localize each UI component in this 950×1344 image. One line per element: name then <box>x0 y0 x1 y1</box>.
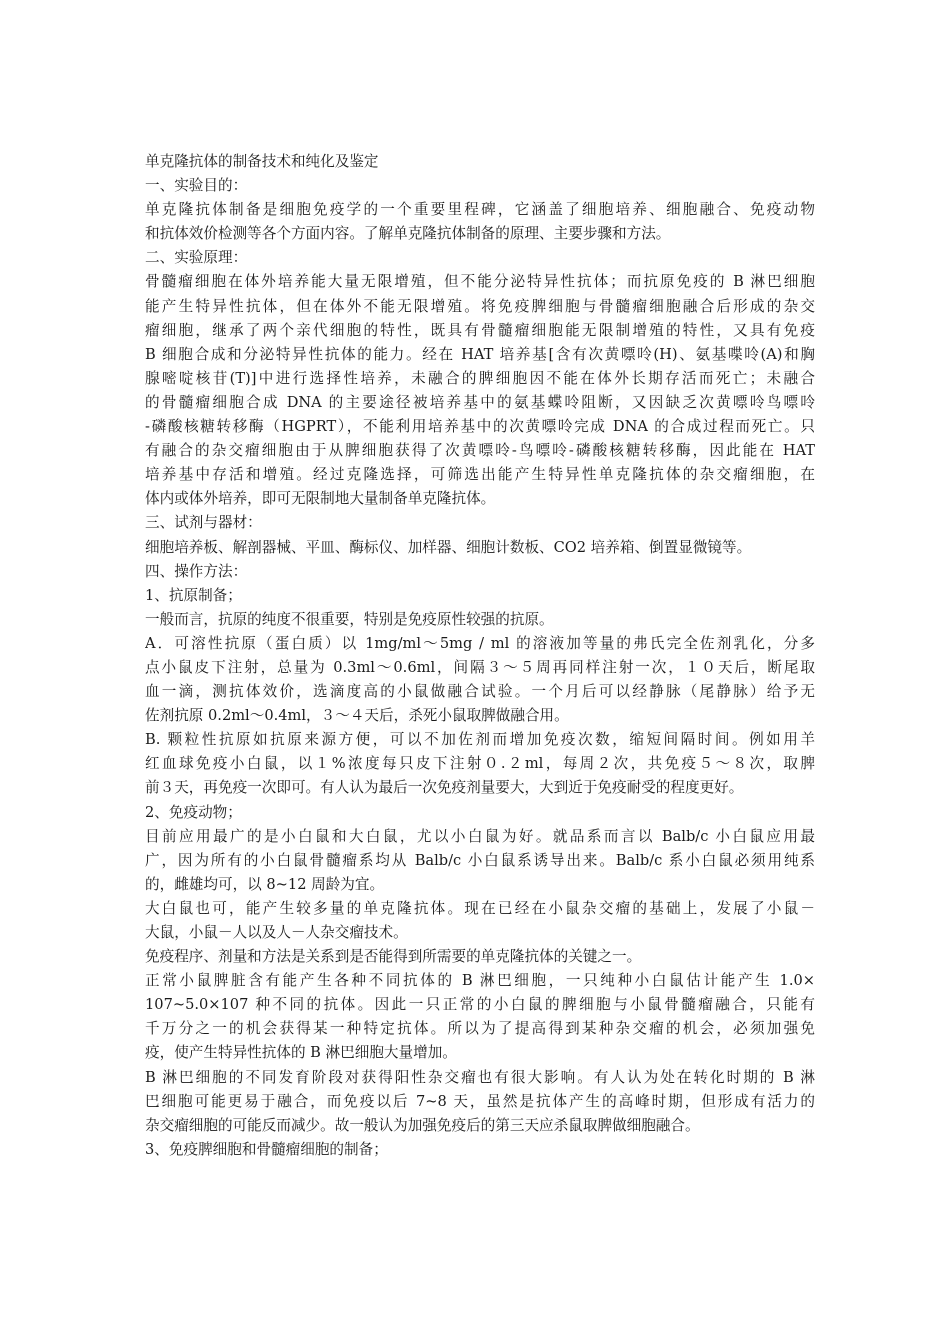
text-line: B. 颗粒性抗原如抗原来源方便，可以不加佐剂而增加免疫次数，缩短间隔时间。例如用羊 <box>145 731 815 749</box>
text-line: 前３天，再免疫一次即可。有人认为最后一次免疫剂量要大，大到近于免疫耐受的程度更好。 <box>145 779 744 797</box>
text-line: 骨髓瘤细胞在体外培养能大量无限增殖，但不能分泌特异性抗体；而抗原免疫的 B 淋巴细胞 <box>145 273 815 291</box>
text-line: B 细胞合成和分泌特异性抗体的能力。经在 HAT 培养基[含有次黄嘌呤(H)、氨基喋呤(A)和胸 <box>145 345 815 363</box>
text-line: 血一滴，测抗体效价，选滴度高的小鼠做融合试验。一个月后可以经静脉（尾静脉）给予无 <box>145 683 815 701</box>
text-line: 红血球免疫小白鼠，以１%浓度每只皮下注射０.２ml，每周２次，共免疫５～８次，取脾 <box>145 755 815 773</box>
text-line: 107~5.0×107 种不同的抗体。因此一只正常的小白鼠的脾细胞与小鼠骨髓瘤融合，只能有 <box>145 996 815 1014</box>
text-line: 1、抗原制备； <box>145 586 242 604</box>
text-line: 3、免疫脾细胞和骨髓瘤细胞的制备； <box>145 1140 388 1158</box>
text-line: 一、实验目的： <box>145 177 248 195</box>
text-line: 目前应用最广的是小白鼠和大白鼠，尤以小白鼠为好。就品系而言以 Balb/c 小白鼠应用最 <box>145 827 815 845</box>
text-line: 正常小鼠脾脏含有能产生各种不同抗体的 B 淋巴细胞，一只纯种小白鼠估计能产生 1.0× <box>145 972 815 990</box>
text-line: 能产生特异性抗体，但在体外不能无限增殖。将免疫脾细胞与骨髓瘤细胞融合后形成的杂交 <box>145 297 815 315</box>
text-line: B 淋巴细胞的不同发育阶段对获得阳性杂交瘤也有很大影响。有人认为处在转化时期的 B 淋 <box>145 1068 815 1086</box>
text-line: 四、操作方法： <box>145 562 248 580</box>
text-line: 千万分之一的机会获得某一种特定抗体。所以为了提高得到某种杂交瘤的机会，必须加强免 <box>145 1020 815 1038</box>
text-line: 的，雌雄均可，以 8~12 周龄为宜。 <box>145 875 385 893</box>
text-line: 培养基中存活和增殖。经过克隆选择，可筛选出能产生特异性单克隆抗体的杂交瘤细胞，在 <box>145 466 815 484</box>
text-line: 免疫程序、剂量和方法是关系到是否能得到所需要的单克隆抗体的关键之一。 <box>145 948 642 966</box>
text-line: 广，因为所有的小白鼠骨髓瘤系均从 Balb/c 小白鼠系诱导出来。Balb/c 系小白鼠必须用纯系 <box>145 851 815 869</box>
text-line: 点小鼠皮下注射，总量为 0.3ml～0.6ml，间隔３～５周再同样注射一次，１０天后，断尾取 <box>145 658 815 676</box>
text-line: A．可溶性抗原（蛋白质）以 1mg/ml～5mg / ml 的溶液加等量的弗氏完全佐剂乳化，分多 <box>145 634 815 652</box>
text-line: 三、试剂与器材： <box>145 514 262 532</box>
text-line: 细胞培养板、解剖器械、平皿、酶标仪、加样器、细胞计数板、CO2 培养箱、倒置显微镜等。 <box>145 538 752 556</box>
text-line: 大白鼠也可，能产生较多量的单克隆抗体。现在已经在小鼠杂交瘤的基础上，发展了小鼠－ <box>145 899 815 917</box>
text-line: 一般而言，抗原的纯度不很重要，特别是免疫原性较强的抗原。 <box>145 610 554 628</box>
text-line: 和抗体效价检测等各个方面内容。了解单克隆抗体制备的原理、主要步骤和方法。 <box>145 225 671 243</box>
text-line: 疫，使产生特异性抗体的 B 淋巴细胞大量增加。 <box>145 1044 457 1062</box>
text-line: 的骨髓瘤细胞合成 DNA 的主要途径被培养基中的氨基蝶呤阻断，又因缺乏次黄嘌呤鸟嘌呤 <box>145 393 815 411</box>
text-line: 二、实验原理： <box>145 249 248 267</box>
text-line: 有融合的杂交瘤细胞由于从脾细胞获得了次黄嘌呤-鸟嘌呤-磷酸核糖转移酶，因此能在 HAT <box>145 442 815 460</box>
document-body <box>145 150 815 1162</box>
text-line: 2、免疫动物； <box>145 803 242 821</box>
text-line: -磷酸核糖转移酶（HGPRT），不能利用培养基中的次黄嘌呤完成 DNA 的合成过程而死亡。只 <box>145 418 815 436</box>
text-line: 单克隆抗体的制备技术和纯化及鉴定 <box>145 153 379 170</box>
text-line: 佐剂抗原 0.2ml～0.4ml，３～４天后，杀死小鼠取脾做融合用。 <box>145 707 569 725</box>
text-line: 巴细胞可能更易于融合，而免疫以后 7~8 天，虽然是抗体产生的高峰时期，但形成有活力的 <box>145 1092 815 1110</box>
text-line: 体内或体外培养，即可无限制地大量制备单克隆抗体。 <box>145 490 496 508</box>
text-line: 杂交瘤细胞的可能反而减少。故一般认为加强免疫后的第三天应杀鼠取脾做细胞融合。 <box>145 1116 700 1134</box>
text-line: 瘤细胞，继承了两个亲代细胞的特性，既具有骨髓瘤细胞能无限制增殖的特性，又具有免疫 <box>145 321 815 339</box>
text-line: 大鼠，小鼠－人以及人－人杂交瘤技术。 <box>145 924 408 941</box>
text-line: 腺嘧啶核苷(T)]中进行选择性培养，未融合的脾细胞因不能在体外长期存活而死亡；未融合 <box>145 369 815 387</box>
text-line: 单克隆抗体制备是细胞免疫学的一个重要里程碑，它涵盖了细胞培养、细胞融合、免疫动物 <box>145 201 815 219</box>
